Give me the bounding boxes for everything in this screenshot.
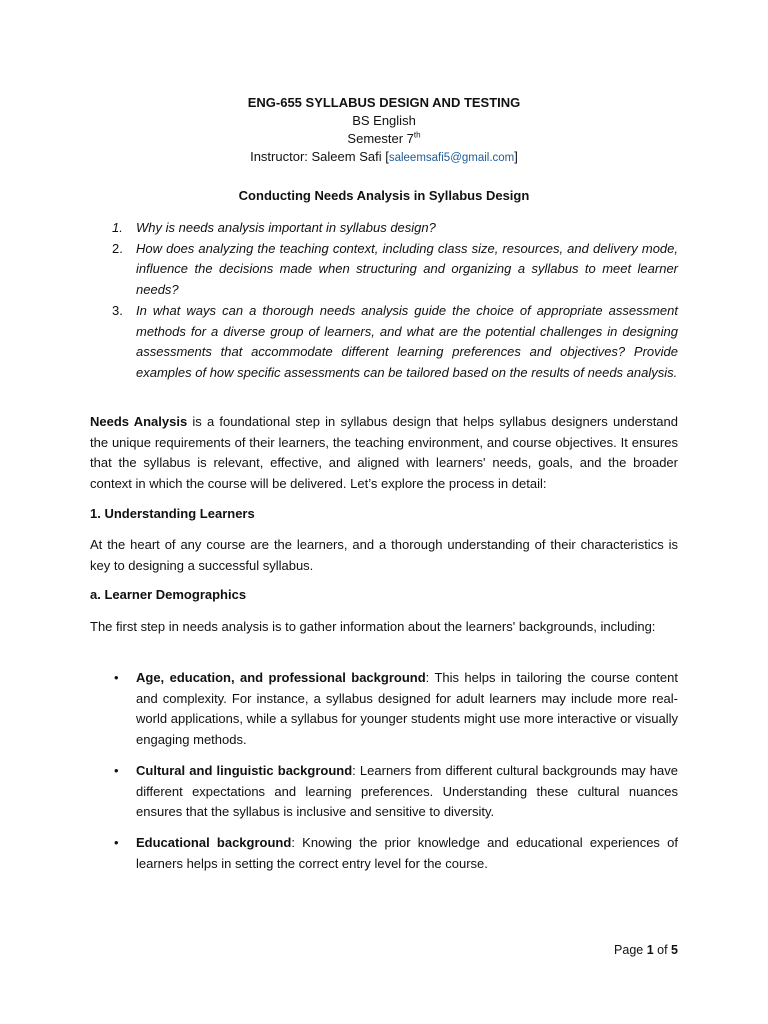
intro-text: is a foundational step in syllabus design that helps syllabus designers understand the unique requirements of their learners, the teaching environment, and course objectives. It ensures that the syllabus is relevant, effective, and aligned with learners' needs, goals, and the broader context in which the course will be delivered. Let’s explore the process in detail: xyxy=(90,414,678,492)
instructor-label: Instructor: Saleem Safi [ xyxy=(250,149,389,164)
bullet-term: Cultural and linguistic background xyxy=(136,762,353,778)
total-pages: 5 xyxy=(671,943,678,957)
section-heading: 1. Understanding Learners xyxy=(90,506,255,521)
subsection-heading: a. Learner Demographics xyxy=(90,587,247,602)
bullet-icon: • xyxy=(114,762,119,778)
question-item xyxy=(112,239,678,301)
question-text: How does analyzing the teaching context, including class size, resources, and delivery mode, influence the decisions made when structuring and organizing a syllabus to meet learner needs? xyxy=(136,240,678,298)
bullet-text: : This helps in tailoring the course content and complexity. For instance, a syllabus designed for adult learners may include more real-world applications, while a syllabus for younger students might use more interactive or visually engaging methods. xyxy=(136,670,678,748)
bullet-item xyxy=(112,833,678,874)
current-page: 1 xyxy=(646,943,654,957)
bullet-text: : Learners from different cultural backgrounds may have different expectations and learning preferences. Understanding these cultural nuances ensures that the syllabus is inclusive and sensitive to diversity. xyxy=(136,762,678,820)
document-title: Conducting Needs Analysis in Syllabus Design xyxy=(238,188,530,203)
bullet-icon: • xyxy=(114,834,119,850)
question-list xyxy=(112,218,678,384)
document-header xyxy=(0,94,768,167)
semester-line xyxy=(0,130,768,148)
bullet-text: : Knowing the prior knowledge and educational experiences of learners helps in setting the correct entry level for the course. xyxy=(136,834,678,871)
page-number xyxy=(614,943,678,957)
program-name: BS English xyxy=(352,113,416,128)
bracket-close: ] xyxy=(514,149,518,164)
course-title: ENG-655 SYLLABUS DESIGN AND TESTING xyxy=(247,95,521,110)
question-number: 3. xyxy=(112,302,123,318)
bullet-list xyxy=(112,668,678,884)
question-item xyxy=(112,218,678,239)
semester-superscript: th xyxy=(413,130,421,140)
bullet-term: Age, education, and professional background xyxy=(136,670,426,685)
bullet-item xyxy=(112,761,678,823)
question-item xyxy=(112,301,678,384)
semester-text: Semester 7 xyxy=(347,131,414,146)
bullet-icon: • xyxy=(114,670,119,685)
section-paragraph: At the heart of any course are the learners, and a thorough understanding of their characteristics is key to designing a successful syllabus. xyxy=(90,537,678,573)
bullet-term: Educational background xyxy=(136,834,292,850)
question-text: Why is needs analysis important in syllabus design? xyxy=(136,220,436,235)
intro-term: Needs Analysis xyxy=(90,414,188,429)
of-word: of xyxy=(653,943,672,957)
subsection-paragraph: The first step in needs analysis is to gather information about the learners' backgrounds, including: xyxy=(90,619,656,634)
instructor-email-link[interactable]: saleemsafi5@gmail.com xyxy=(388,152,515,164)
intro-paragraph xyxy=(90,412,678,495)
question-text: In what ways can a thorough needs analysis guide the choice of appropriate assessment methods for a diverse group of learners, and what are the potential challenges in designing assessments that accommodate different learning preferences and objectives? Provide examples of how specific assessments can be tailored based on the results of needs analysis. xyxy=(136,302,678,380)
instructor-line xyxy=(0,148,768,167)
bullet-item xyxy=(112,668,678,751)
page-word: Page xyxy=(614,943,647,957)
question-number: 2. xyxy=(112,240,123,256)
question-number: 1. xyxy=(112,220,123,235)
